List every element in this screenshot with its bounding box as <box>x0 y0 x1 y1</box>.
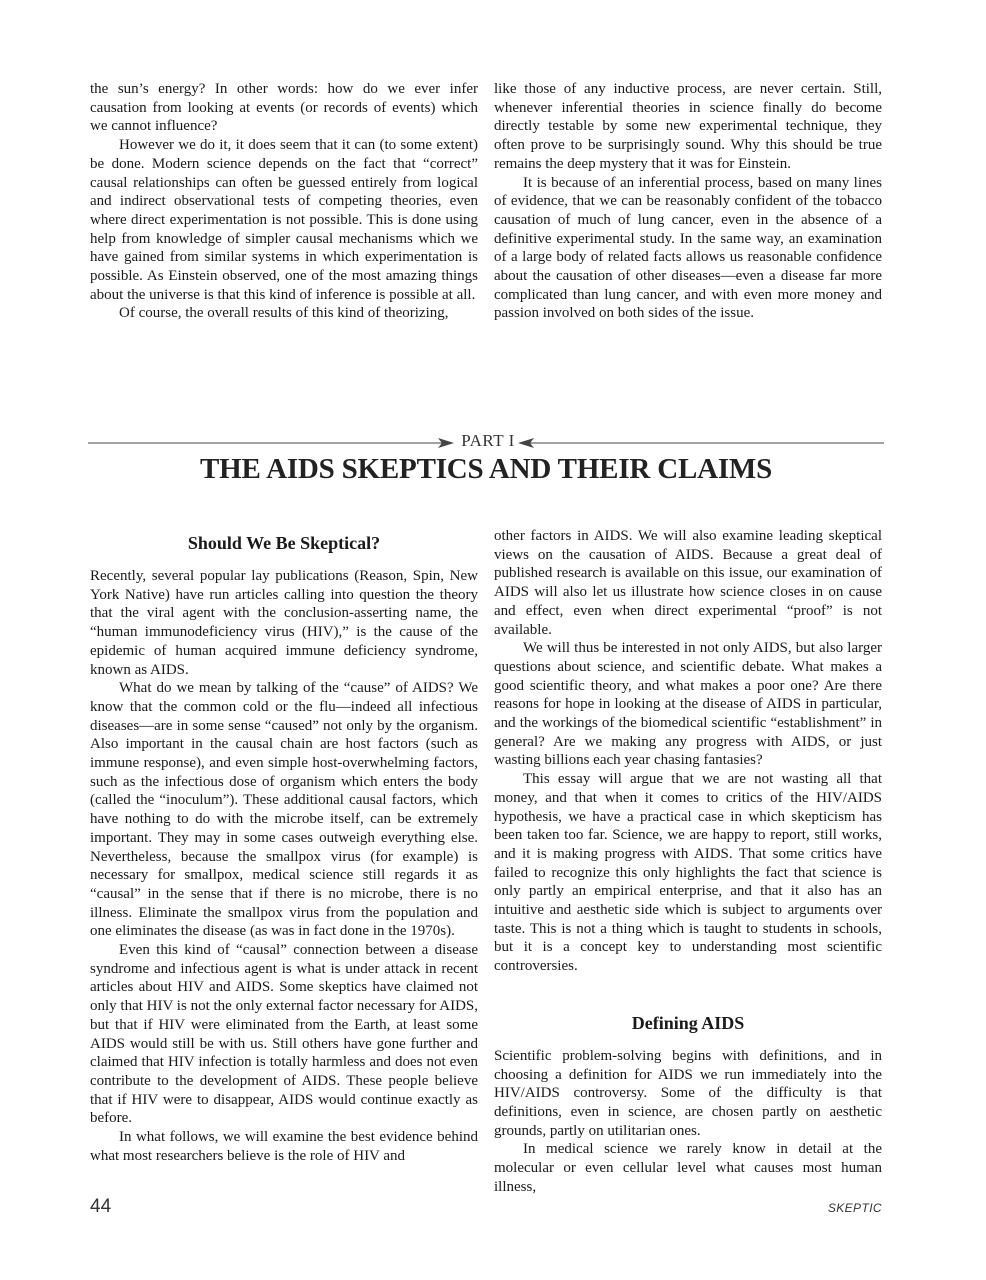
paragraph: We will thus be interested in not only AIDS, but also larger questions about science, and scientific debate. What makes a good scientific theory, and what makes a poor one? Are there reasons for hope in looking at the disease of AIDS in particular, and the workings of the biomedical scientific “establishment” in general? Are we making any progress with AIDS, or just wasting billions each year chasing fantasies? <box>494 640 882 769</box>
paragraph: However we do it, it does seem that it can (to some extent) be done. Modern science depends on the fact that “correct” causal relationships can often be guessed entirely from logical and indirect observational tests of competing theories, even where direct experimentation is not possible. This is done using help from knowledge of simpler causal mechanisms which we have gained from similar systems in which experimentation is possible. As Einstein observed, one of the most amazing things about the universe is that this kind of inference is possible at all. <box>90 137 478 303</box>
section-left-column <box>90 532 478 1166</box>
section-heading: Defining AIDS <box>631 1012 745 1033</box>
section-heading: Should We Be Skeptical? <box>187 533 381 553</box>
publication-name: SKEPTIC <box>827 1201 882 1215</box>
paragraph: What do we mean by talking of the “cause” of AIDS? We know that the common cold or the flu—indeed all infectious diseases—are in some sense “caused” not only by the organism. Also important in the causal chain are host factors (such as immune response), and even simple host-overwhelming factors, such as the infectious dose of organism which enters the body (called the “inoculum”). These additional causal factors, which have nothing to do with the microbe itself, can be extremely important. They may in some cases outweigh everything else. Nevertheless, because the smallpox virus (for example) is necessary for smallpox, medical science still regards it as “causal” in the sense that if there is no microbe, there is no illness. Eliminate the smallpox virus from the population and one eliminates the disease (as was in fact done in the 1970s). <box>90 680 478 940</box>
paragraph: Of course, the overall results of this kind of theorizing, <box>119 305 449 322</box>
paragraph: other factors in AIDS. We will also examine leading skeptical views on the causation of AIDS. Because a great deal of published research is available on this issue, our examination of AIDS will also let us illustrate how science closes in on cause and effect, even when direct experimental “proof” is not available. <box>494 528 882 638</box>
top-right-column <box>494 80 882 323</box>
part-label: PART I <box>461 431 515 450</box>
page-number: 44 <box>90 1196 112 1217</box>
paragraph: Recently, several popular lay publications (Reason, Spin, New York Native) have run articles calling into question the theory that the viral agent with the conclusion-asserting name, the “human immunodeficiency virus (HIV),” is the cause of the epidemic of human acquired immune deficiency syndrome, known as AIDS. <box>90 568 478 678</box>
paragraph: Even this kind of “causal” connection between a disease syndrome and infectious agent is what is under attack in recent articles about HIV and AIDS. Some skeptics have claimed not only that HIV is not the only external factor necessary for AIDS, but that if HIV were eliminated from the Earth, at least some AIDS would still be with us. Still others have gone further and claimed that HIV infection is totally harmless and does not even contribute to the development of AIDS. These people believe that if HIV were to disappear, AIDS would continue exactly as before. <box>90 942 478 1127</box>
paragraph: like those of any inductive process, are never certain. Still, whenever inferential theories in science finally do become directly testable by some new experimental technique, they often prove to be surprisingly sound. Why this should be true remains the deep mystery that it was for Einstein. <box>494 81 882 172</box>
section-right-column <box>494 527 882 1197</box>
paragraph: Scientific problem-solving begins with definitions, and in choosing a definition for AIDS we run immediately into the HIV/AIDS controversy. Some of the difficulty is that definitions, even in science, are chosen partly on aesthetic grounds, partly on utilitarian ones. <box>494 1047 882 1139</box>
top-left-column <box>90 80 478 323</box>
paragraph: In what follows, we will examine the best evidence behind what most researchers believe is the role of HIV and <box>90 1129 478 1164</box>
paragraph: the sun’s energy? In other words: how do we ever infer causation from looking at events (or records of events) which we cannot influence? <box>90 81 478 135</box>
paragraph: In medical science we rarely know in detail at the molecular or even cellular level what causes most human illness, <box>494 1141 882 1195</box>
paragraph: It is because of an inferential process, based on many lines of evidence, that we can be reasonably confident of the tobacco causation of much of lung cancer, even in the absence of a definitive experimental study. In the same way, an examination of a large body of related facts allows us reasonable confidence about the causation of other diseases—even a disease far more complicated than lung cancer, and with even more money and passion involved on both sides of the issue. <box>494 174 882 322</box>
part-title: THE AIDS SKEPTICS AND THEIR CLAIMS <box>199 453 773 485</box>
paragraph: This essay will argue that we are not wasting all that money, and that when it comes to critics of the HIV/AIDS hypothesis, we have a practical case in which skepticism has been taken too far. Science, we are happy to report, still works, and it is making progress with AIDS. That some critics have failed to recognize this only highlights the fact that science is only partly an empirical enterprise, and that it also has an intuitive and aesthetic side which is subject to arguments over taste. This is not a thing which is taught to students in schools, but it is a concept key to understanding most scientific controversies. <box>494 771 882 975</box>
